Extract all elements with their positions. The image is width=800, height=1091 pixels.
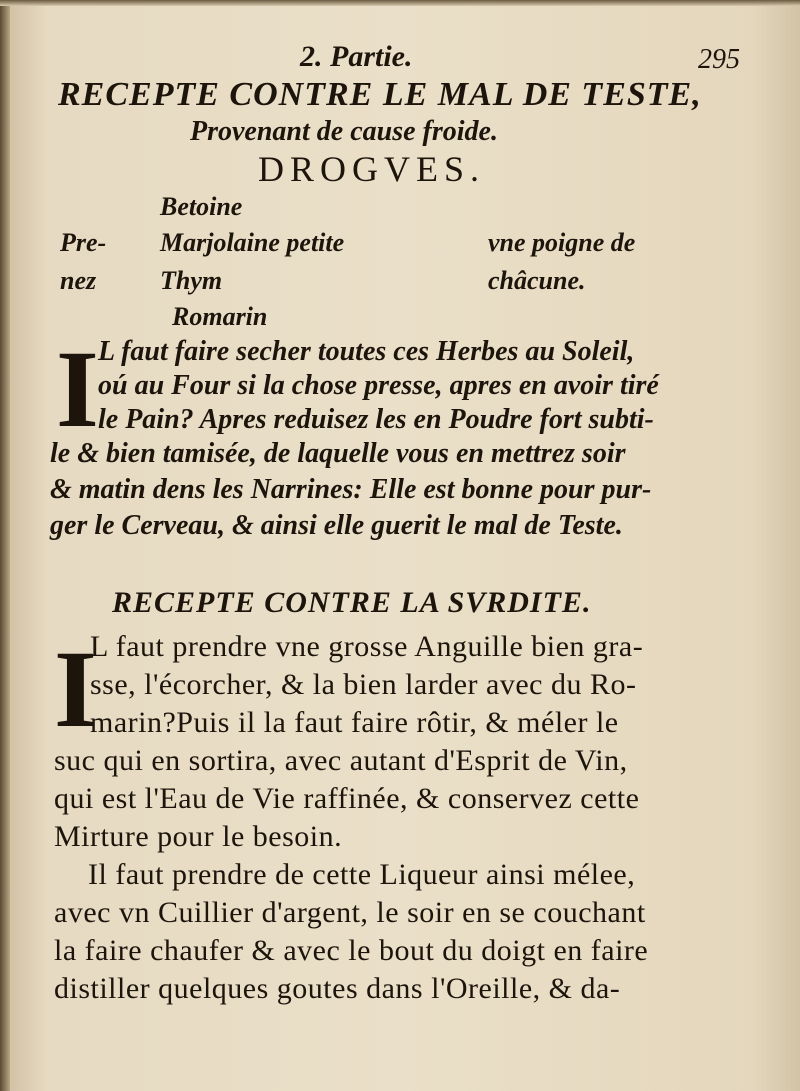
text-line: Il faut prendre de cette Liqueur ainsi mélee, — [88, 858, 636, 891]
ingredients-table — [0, 192, 800, 332]
herb-item: Betoine — [160, 192, 243, 221]
text-line: le Pain? Apres reduisez les en Poudre fort subti- — [98, 404, 654, 435]
dose-line-2: châcune. — [488, 266, 586, 295]
text-line: sse, l'écorcher, & la bien larder avec du Ro- — [90, 668, 637, 701]
text-line: & matin dens les Narrines: Elle est bonne pour pur- — [50, 474, 652, 505]
text-line: suc qui en sortira, avec autant d'Esprit de Vin, — [54, 744, 628, 777]
drop-cap: I — [56, 328, 99, 450]
text-line: L faut prendre vne grosse Anguille bien gra- — [90, 630, 644, 663]
text-line: L faut faire secher toutes ces Herbes au Soleil, — [98, 336, 635, 367]
recipe-title-headache: RECEPTE CONTRE LE MAL DE TESTE, — [58, 76, 702, 113]
take-label-2: nez — [60, 266, 97, 295]
text-line: ger le Cerveau, & ainsi elle guerit le mal de Teste. — [50, 510, 623, 541]
herb-item: Marjolaine petite — [160, 228, 345, 257]
text-line: oú au Four si la chose presse, apres en avoir tiré — [98, 370, 659, 401]
page-top-edge — [0, 0, 800, 6]
dose-line-1: vne poigne de — [488, 228, 636, 257]
take-label-1: Pre- — [60, 228, 107, 257]
page-header — [0, 38, 800, 78]
text-line: qui est l'Eau de Vie raffinée, & conservez cette — [54, 782, 640, 815]
herb-item: Thym — [160, 266, 223, 295]
text-line: avec vn Cuillier d'argent, le soir en se couchant — [54, 896, 646, 929]
running-head: 2. Partie. — [300, 40, 413, 73]
recipe-subtitle: Provenant de cause froide. — [190, 116, 498, 147]
herb-item: Romarin — [172, 302, 268, 331]
text-line: le & bien tamisée, de laquelle vous en mettrez soir — [50, 438, 626, 469]
drugs-heading: DROGVES. — [258, 149, 486, 189]
text-line: Mirture pour le besoin. — [54, 820, 343, 853]
page-number: 295 — [698, 44, 740, 75]
page-gutter — [0, 0, 10, 1091]
text-line: marin?Puis il la faut faire rôtir, & méler le — [90, 706, 619, 739]
text-line: la faire chaufer & avec le bout du doigt en faire — [54, 934, 649, 967]
drop-cap: I — [54, 628, 97, 750]
recipe-title-deafness: RECEPTE CONTRE LA SVRDITE. — [112, 586, 592, 619]
text-line: distiller quelques goutes dans l'Oreille, & da- — [54, 972, 621, 1005]
